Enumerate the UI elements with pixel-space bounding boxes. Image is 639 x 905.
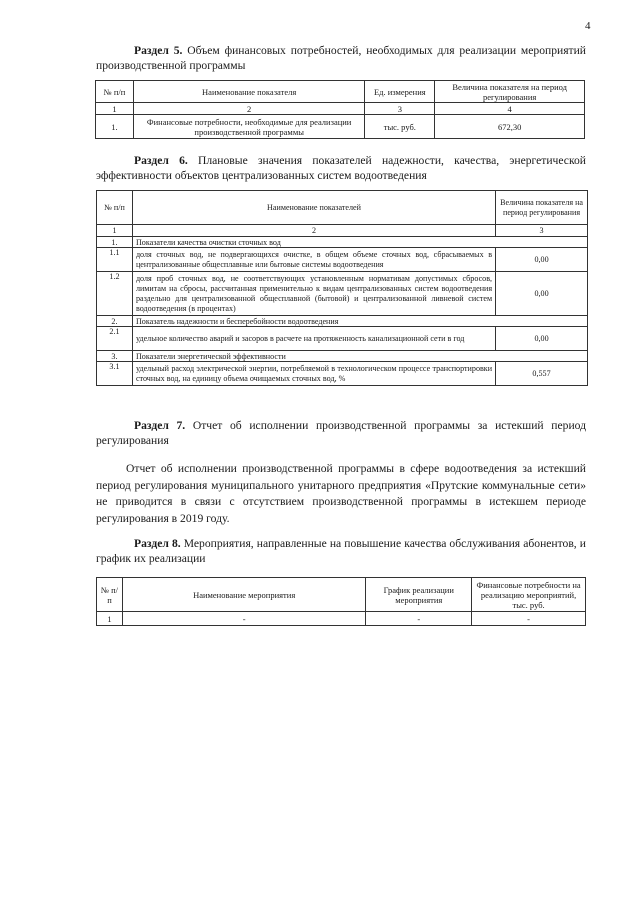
table-row	[97, 237, 588, 248]
row-number: 1.1	[97, 248, 133, 272]
header-cell: № п/п	[96, 81, 134, 103]
column-number-row	[96, 103, 585, 115]
section8-label: Раздел 8.	[134, 537, 181, 550]
indicator-value: 0,00	[496, 248, 588, 272]
header-cell: Величина показателя на период регулирования	[496, 191, 588, 225]
header-cell: Ед. измерения	[365, 81, 435, 103]
table-row	[97, 612, 586, 626]
column-number: 1	[96, 103, 134, 115]
section7-label: Раздел 7.	[134, 419, 186, 432]
group-title: Показатели качества очистки сточных вод	[132, 237, 587, 248]
section7-title: Отчет об исполнении производственной программы за истекший период регулирования	[96, 419, 587, 447]
header-cell: Финансовые потребности на реализацию мероприятий, тыс. руб.	[472, 578, 586, 612]
table-row	[97, 272, 588, 316]
group-title: Показатели энергетической эффективности	[132, 351, 587, 362]
column-number-row	[97, 225, 588, 237]
table-header-row	[96, 81, 585, 103]
section7-paragraph: Отчет об исполнении производственной программы в сфере водоотведения за истекший период регулирования муниципального унитарного предприятия «Прутские коммунальные сети» не приводится в связи с отсутствием производственной программы в истекшем периоде регулирования в 2019 году.	[96, 462, 586, 525]
header-cell: Наименование показателей	[132, 191, 495, 225]
indicator-name: доля проб сточных вод, не соответствующих установленным нормативам допустимых сбросов, лимитам на сбросы, рассчитанная применительно к видам централизованных систем водоотведения раздельно для централизованной общесплавной (бытовой) и централизованной ливневой систем водоотведения (в процентах)	[132, 272, 495, 316]
group-title: Показатель надежности и бесперебойности водоотведения	[132, 316, 587, 327]
section8-title: Мероприятия, направленные на повышение качества обслуживания абонентов, и график их реализации	[96, 537, 587, 565]
section6-heading	[96, 153, 586, 183]
row-number: 1	[97, 612, 123, 626]
row-number: 1.2	[97, 272, 133, 316]
page-number: 4	[585, 20, 591, 32]
section5-label: Раздел 5.	[134, 44, 183, 57]
section5-table	[95, 80, 585, 139]
section8-table	[96, 577, 586, 626]
measure-finance: -	[472, 612, 586, 626]
section5-heading	[96, 43, 586, 73]
header-cell: Наименование показателя	[133, 81, 364, 103]
table-row	[97, 327, 588, 351]
column-number: 3	[496, 225, 588, 237]
row-number: 1.	[97, 237, 133, 248]
header-cell: № п/п	[97, 578, 123, 612]
unit: тыс. руб.	[365, 115, 435, 139]
section7-heading	[96, 418, 586, 448]
table-header-row	[97, 578, 586, 612]
table-row	[97, 248, 588, 272]
column-number: 1	[97, 225, 133, 237]
measure-name: -	[122, 612, 365, 626]
table-row	[97, 362, 588, 386]
section6-table	[96, 190, 588, 386]
header-cell: Величина показателя на период регулирования	[435, 81, 585, 103]
header-cell: № п/п	[97, 191, 133, 225]
table-header-row	[97, 191, 588, 225]
indicator-name: доля сточных вод, не подвергающихся очистке, в общем объеме сточных вод, сбрасываемых в централизованные общесплавные или бытовые системы водоотведения	[132, 248, 495, 272]
header-cell: График реализации мероприятия	[366, 578, 472, 612]
column-number: 2	[133, 103, 364, 115]
section6-label: Раздел 6.	[134, 154, 188, 167]
indicator-name: удельный расход электрической энергии, потребляемой в технологическом процессе транспортировки сточных вод, на единицу объема очищаемых сточных вод, %	[132, 362, 495, 386]
indicator-value: 0,00	[496, 327, 588, 351]
measure-schedule: -	[366, 612, 472, 626]
indicator-value: 672,30	[435, 115, 585, 139]
indicator-value: 0,00	[496, 272, 588, 316]
row-number: 3.1	[97, 362, 133, 386]
indicator-value: 0,557	[496, 362, 588, 386]
table-row	[97, 316, 588, 327]
column-number: 2	[132, 225, 495, 237]
section6-title: Плановые значения показателей надежности, качества, энергетической эффективности объектов централизованных систем водоотведения	[96, 154, 586, 182]
section5-title: Объем финансовых потребностей, необходимых для реализации мероприятий производственной программы	[96, 44, 586, 72]
row-number: 2.	[97, 316, 133, 327]
row-number: 3.	[97, 351, 133, 362]
header-cell: Наименование мероприятия	[122, 578, 365, 612]
row-number: 1.	[96, 115, 134, 139]
table-row	[97, 351, 588, 362]
indicator-name: Финансовые потребности, необходимые для реализации производственной программы	[133, 115, 364, 139]
row-number: 2.1	[97, 327, 133, 351]
table-row	[96, 115, 585, 139]
column-number: 4	[435, 103, 585, 115]
section8-heading	[96, 536, 586, 566]
column-number: 3	[365, 103, 435, 115]
indicator-name: удельное количество аварий и засоров в расчете на протяженность канализационной сети в год	[132, 327, 495, 351]
